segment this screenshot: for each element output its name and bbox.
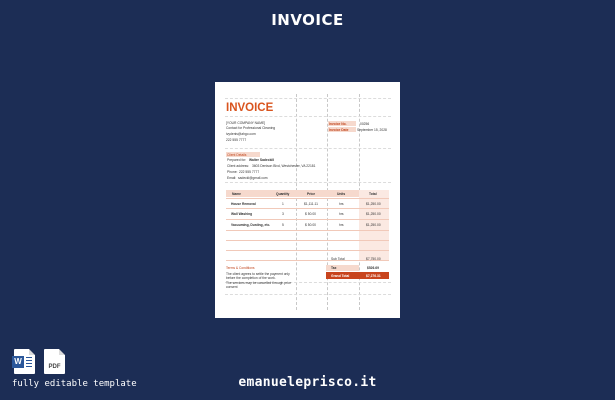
company-name: [YOUR COMPANY NAME] <box>226 121 266 125</box>
editable-template-tagline: fully editable template <box>12 379 137 389</box>
row-divider <box>226 240 389 241</box>
client-phone-label: Phone: <box>227 170 238 174</box>
subtotal-value: $7,750.00 <box>366 256 381 261</box>
grid-line <box>225 182 391 183</box>
terms-heading: Terms & Conditions <box>226 266 255 270</box>
item-name: Vacuuming, Dusting, etc. <box>231 222 271 227</box>
col-units: Units <box>337 191 346 196</box>
item-qty: 1 <box>282 201 284 206</box>
client-address-label: Client address: <box>227 164 249 168</box>
item-unit: hrs <box>339 222 344 227</box>
banner-title: INVOICE <box>271 11 344 29</box>
client-phone: 222 555 7777 <box>239 170 260 174</box>
item-total: $1,250.00 <box>366 222 381 227</box>
grid-line <box>225 116 391 117</box>
terms-line: before the completion of the work. <box>226 275 276 280</box>
word-file-icon: W <box>14 349 35 374</box>
grid-line <box>296 94 297 310</box>
tax-value: $526.69 <box>367 266 379 270</box>
pdf-file-icon <box>44 349 65 374</box>
invoice-no: 00256 <box>360 121 370 126</box>
col-quantity: Quantity <box>276 191 290 196</box>
invoice-title: INVOICE <box>226 102 274 114</box>
row-divider <box>226 208 389 209</box>
item-qty: 3 <box>282 212 284 216</box>
subtotal-label: Sub Total <box>331 256 345 261</box>
grand-total-label: Grand Total <box>331 273 350 278</box>
item-price: $1,111.11 <box>304 201 318 206</box>
client-email-label: Email: <box>227 176 237 180</box>
tax-label: Tax <box>331 266 337 270</box>
col-total: Total <box>369 191 377 196</box>
item-unit: hrs <box>339 201 344 206</box>
item-name: Wall Washing <box>231 212 253 216</box>
item-unit: hrs <box>339 212 344 216</box>
site-link[interactable]: emanueleprisco.it <box>238 375 377 390</box>
invoice-preview <box>215 82 400 318</box>
terms-line: consent <box>226 285 238 289</box>
item-name: House Removal <box>231 201 256 206</box>
company-tagline: Contact for Professional Cleaning <box>226 126 276 130</box>
grand-total-value: $7,276.31 <box>366 273 381 278</box>
item-qty: 5 <box>282 222 284 227</box>
item-total: $1,250.00 <box>366 212 381 216</box>
row-divider <box>226 230 389 231</box>
row-divider <box>226 260 389 261</box>
invoice-date: September 15, 2028 <box>357 127 387 132</box>
client-heading: Client Details <box>227 152 247 157</box>
row-divider <box>226 250 389 251</box>
item-total: $1,250.00 <box>366 201 381 206</box>
client-email: sadeckl@gmail.com <box>238 176 268 180</box>
invoice-no-label: Invoice No. <box>329 121 347 126</box>
company-email: ivydenis@ahgo.com <box>226 132 256 136</box>
row-divider <box>226 198 389 199</box>
client-address: 3603 Denison Blvd, Westchester, VA 22181 <box>252 164 316 168</box>
grid-line <box>225 98 391 99</box>
invoice-date-label: Invoice Date <box>329 127 349 132</box>
item-price: $ 50.00 <box>305 222 316 227</box>
company-phone: 222 555 7777 <box>226 138 247 142</box>
pdf-label: PDF <box>48 364 61 370</box>
terms-line: The services may be cancelled through prior <box>226 281 291 285</box>
col-name: Name <box>232 191 241 196</box>
grid-line <box>225 148 391 149</box>
prepared-for-label: Prepared for: <box>227 158 247 162</box>
prepared-for: Walter Sadeckill <box>249 158 275 162</box>
item-price: $ 50.00 <box>305 212 316 216</box>
row-divider <box>226 219 389 220</box>
col-price: Price <box>307 191 316 196</box>
terms-line: The client agrees to settle the payment only <box>226 271 290 276</box>
grid-line <box>225 294 391 295</box>
